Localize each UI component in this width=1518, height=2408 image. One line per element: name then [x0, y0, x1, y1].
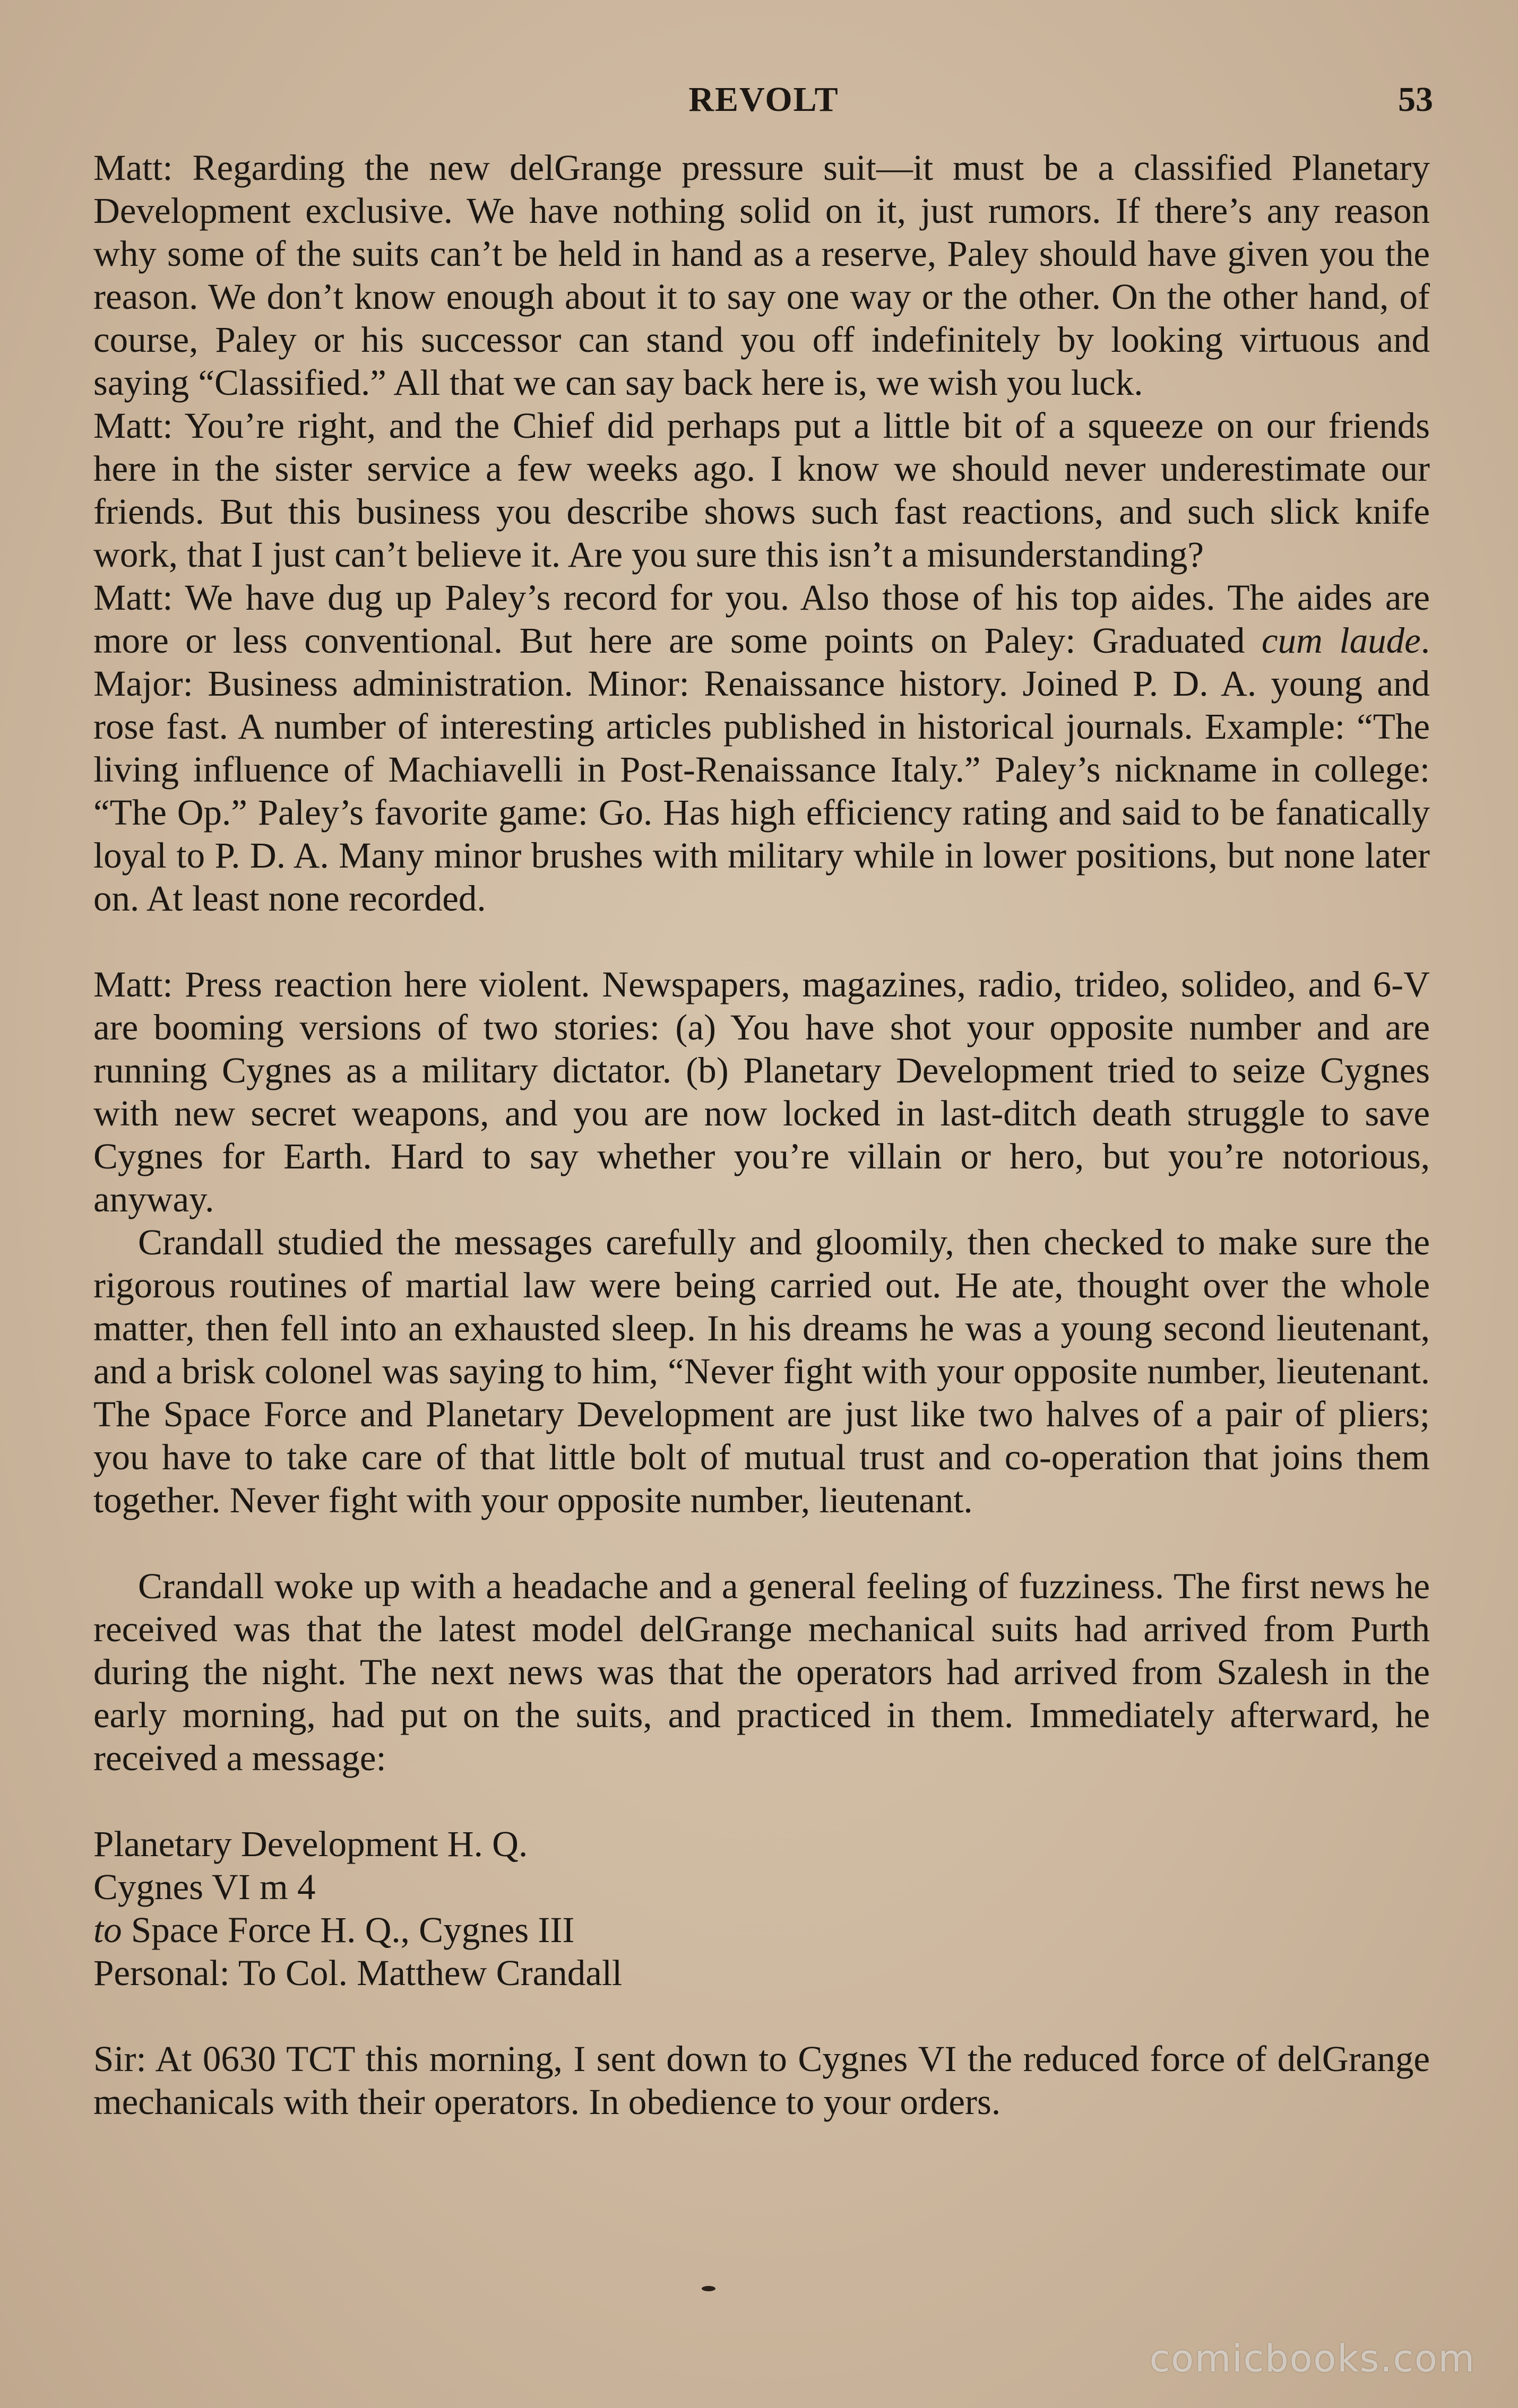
- paragraph-message-body: Sir: At 0630 TCT this morning, I sent down to Cygnes VI the reduced force of delGrange mechanicals with their operators. In obedience to your orders.: [93, 2039, 1430, 2122]
- page-ornament-dot: [702, 2286, 715, 2291]
- paragraph-gap: [93, 1780, 1430, 1823]
- address-line-4: Personal: To Col. Matthew Crandall: [93, 1953, 623, 1993]
- running-title: REVOLT: [688, 80, 839, 119]
- paragraph-gap: [93, 1522, 1430, 1565]
- paragraph-matt-paley-record: [93, 576, 1430, 920]
- paragraph-matt-squeeze: Matt: You’re right, and the Chief did perhaps put a little bit of a squeeze on our friends here in the sister service a few weeks ago. I know we should never underestimate our friends. But this business you describe shows such fast reactions, and such slick knife work, that I just can’t believe it. Are you sure this isn’t a misunderstanding?: [93, 405, 1430, 575]
- message-address-block: [93, 1823, 1430, 1995]
- paragraph-crandall-dream: Crandall studied the messages carefully and gloomily, then checked to make sure the rigorous routines of martial law were being carried out. He ate, thought over the whole matter, then fell into an exhausted sleep. In his dreams he was a young second lieutenant, and a brisk colonel was saying to him, “Never fight with your opposite number, lieutenant. The Space Force and Planetary Development are just like two halves of a pair of pliers; you have to take care of that little bolt of mutual trust and co-operation that joins them together. Never fight with your opposite number, lieutenant.: [93, 1222, 1430, 1520]
- paragraph-crandall-woke: Crandall woke up with a headache and a general feeling of fuzziness. The first news he received was that the latest model delGrange mechanical suits had arrived from Purth during the night. The next news was that the operators had arrived from Szalesh in the early morning, had put on the suits, and practiced in them. Immediately afterward, he received a message:: [93, 1566, 1430, 1778]
- paley-record-italic: cum laude: [1261, 620, 1421, 661]
- page-number: 53: [1398, 80, 1433, 119]
- address-line-3-rest: Space Force H. Q., Cygnes III: [122, 1910, 575, 1950]
- paragraph-matt-suit: Matt: Regarding the new delGrange pressure suit—it must be a classified Planetary Development exclusive. We have nothing solid on it, just rumors. If there’s any reason why some of the suits can’t be held in hand as a reserve, Paley should have given you the reason. We don’t know enough about it to say one way or the other. On the other hand, of course, Paley or his successor can stand you off indefinitely by looking virtuous and saying “Classified.” All that we can say back here is, we wish you luck.: [93, 148, 1430, 403]
- address-line-2: Cygnes VI m 4: [93, 1867, 316, 1907]
- address-line-3: [93, 1909, 1430, 1952]
- paley-record-part-2: . Major: Business administration. Minor: Renaissance history. Joined P. D. A. young and rose fast. A number of interesting articles published in historical journals. Example: “The living influence of Machiavelli in Post-Renaissance Italy.” Paley’s nickname in college: “The Op.” Paley’s favorite game: Go. Has high efficiency rating and said to be fanatically loyal to P. D. A. Many minor brushes with military while in lower positions, but none later on. At least none recorded.: [93, 620, 1430, 919]
- page-header: [94, 80, 1433, 127]
- body-text: [93, 146, 1430, 2124]
- address-line-1: Planetary Development H. Q.: [93, 1824, 528, 1864]
- paragraph-matt-press: Matt: Press reaction here violent. Newspapers, magazines, radio, trideo, solideo, and 6-V are booming versions of two stories: (a) You have shot your opposite number and are running Cygnes as a military dictator. (b) Planetary Development tried to seize Cygnes with new secret weapons, and you are now locked in last-ditch death struggle to save Cygnes for Earth. Hard to say whether you’re villain or hero, but you’re notorious, anyway.: [93, 964, 1430, 1219]
- address-to-italic: to: [93, 1910, 122, 1950]
- paragraph-gap: [93, 920, 1430, 963]
- paley-record-part-1: Matt: We have dug up Paley’s record for you. Also those of his top aides. The aides are more or less conventional. But here are some points on Paley: Graduated: [93, 577, 1430, 661]
- paragraph-gap: [93, 1995, 1430, 2038]
- watermark-text: comicbooks.com: [1149, 2337, 1476, 2380]
